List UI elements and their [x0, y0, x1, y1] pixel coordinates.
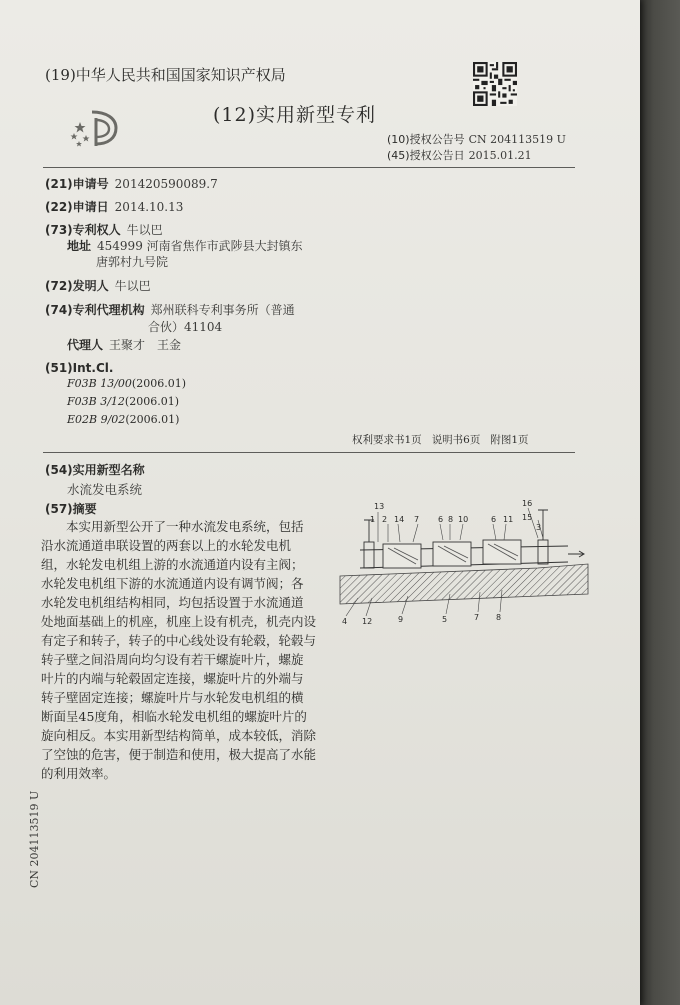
- patent-type-title: (12)实用新型专利: [213, 104, 377, 126]
- abstract-line: 旋向相反。本实用新型结构简单，成本较低，消除: [41, 728, 317, 743]
- address-label: 地址: [67, 239, 92, 253]
- ipc-version: (2006.01): [125, 413, 180, 426]
- publication-number-value: CN 204113519 U: [468, 133, 566, 146]
- ipc-item: [67, 395, 179, 408]
- ipc-version: (2006.01): [131, 377, 186, 390]
- agency-row: [45, 301, 295, 318]
- part-label: 1: [370, 515, 376, 524]
- abstract-line: 有定子和转子，转子的中心线处设有轮毂，轮毂与: [41, 633, 317, 648]
- backdrop: [636, 0, 680, 1005]
- part-label: 11: [503, 515, 514, 524]
- part-label: 13: [374, 502, 385, 511]
- publication-date-row: [387, 147, 532, 163]
- part-label: 10: [458, 515, 469, 524]
- top-part-labels: [370, 499, 541, 532]
- part-label: 8: [448, 515, 454, 524]
- ipc-code: F03B 3/12: [67, 395, 125, 408]
- abstract-label: (57)摘要: [45, 502, 97, 516]
- agency-value: 郑州联科专利事务所（普通: [150, 303, 295, 317]
- abstract-line: 组，水轮发电机组上游的水流通道内设有主阀；: [41, 557, 304, 572]
- utility-name-row: [45, 461, 145, 478]
- address-row: [67, 237, 303, 254]
- application-number-row: [45, 175, 218, 192]
- application-date-label: (22)申请日: [45, 200, 109, 214]
- abstract-line: 沿水流通道串联设置的两套以上的水轮发电机: [41, 538, 292, 553]
- part-label: 6: [491, 515, 497, 524]
- part-label: 7: [474, 613, 480, 622]
- generator-units: [383, 540, 521, 568]
- part-label: 12: [362, 617, 373, 626]
- part-label: 2: [382, 515, 388, 524]
- int-cl-row: [45, 361, 113, 375]
- agent-row: [67, 336, 181, 353]
- part-label: 9: [398, 615, 404, 624]
- patentee-row: [45, 221, 163, 238]
- application-date-value: 2014.10.13: [114, 200, 184, 214]
- abstract-line: 转子壁固定连接；螺旋叶片与水轮发电机组的横: [41, 690, 304, 705]
- publication-number-row: [387, 131, 566, 147]
- bottom-part-labels: [342, 613, 501, 626]
- part-label: 15: [522, 513, 533, 522]
- ground-hatch: [340, 564, 588, 604]
- cnipa-logo-icon: [66, 106, 126, 150]
- inventor-row: [45, 277, 151, 294]
- agency-continuation: 合伙）41104: [148, 320, 223, 334]
- inventor-value: 牛以巴: [114, 279, 151, 293]
- address-continuation: 唐郭村九号院: [96, 255, 169, 269]
- abstract-line: 本实用新型公开了一种水流发电系统，包括: [41, 519, 304, 534]
- ipc-version: (2006.01): [124, 395, 179, 408]
- abstract-heading-row: [45, 500, 97, 517]
- part-label: 14: [394, 515, 405, 524]
- ipc-item: [67, 377, 186, 390]
- publication-date-label: (45)授权公告日: [387, 149, 465, 162]
- part-label: 3: [536, 523, 542, 532]
- inventor-label: (72)发明人: [45, 279, 109, 293]
- part-label: 4: [342, 617, 348, 626]
- part-label: 16: [522, 499, 533, 508]
- description-pages: 说明书6页: [431, 434, 481, 446]
- application-number-value: 201420590089.7: [114, 177, 218, 191]
- utility-name-label: (54)实用新型名称: [45, 463, 145, 477]
- publication-date-value: 2015.01.21: [468, 149, 532, 162]
- agent-label: 代理人: [67, 338, 104, 352]
- side-publication-number: CN 204113519 U: [28, 790, 41, 888]
- drawing-pages: 附图1页: [490, 434, 529, 446]
- abstract-line: 处地面基础上的机座，机座上设有机壳，机壳内设: [41, 614, 317, 629]
- patentee-label: (73)专利权人: [45, 223, 121, 237]
- part-label: 5: [442, 615, 448, 624]
- abstract-line: 了空蚀的危害，便于制造和使用，极大提高了水能: [41, 747, 317, 762]
- part-label: 6: [438, 515, 444, 524]
- agency-label: (74)专利代理机构: [45, 303, 145, 317]
- page-counts: [352, 432, 539, 447]
- qr-code-icon: [473, 62, 517, 106]
- application-number-label: (21)申请号: [45, 177, 109, 191]
- address-value: 454999 河南省焦作市武陟县大封镇东: [97, 239, 303, 253]
- issuing-office: (19)中华人民共和国国家知识产权局: [45, 66, 286, 84]
- abstract-line: 的利用效率。: [41, 766, 117, 781]
- abstract-line: 水轮发电机组结构相同，均包括设置于水流通道: [41, 595, 304, 610]
- agent-value: 王聚才 王金: [109, 338, 182, 352]
- part-label: 8: [496, 613, 502, 622]
- ipc-code: E02B 9/02: [67, 413, 126, 426]
- header-divider: [43, 167, 575, 168]
- part-label: 7: [414, 515, 420, 524]
- abstract-line: 断面呈45度角，相临水轮发电机组的螺旋叶片的: [41, 709, 307, 724]
- utility-name-value: 水流发电系统: [67, 482, 143, 497]
- abstract-line: 水轮发电机组下游的水流通道内设有调节阀；各: [41, 576, 304, 591]
- section-divider: [43, 452, 575, 453]
- claims-pages: 权利要求书1页: [352, 434, 422, 446]
- application-date-row: [45, 198, 183, 215]
- publication-number-label: (10)授权公告号: [387, 133, 465, 146]
- int-cl-label: (51)Int.Cl.: [45, 361, 114, 375]
- abstract-drawing: [338, 498, 590, 628]
- ipc-item: [67, 413, 179, 426]
- abstract-line: 转子壁之间沿周向均匀设有若干螺旋叶片，螺旋: [41, 652, 304, 667]
- patentee-value: 牛以巴: [126, 223, 163, 237]
- abstract-line: 叶片的内端与轮毂固定连接，螺旋叶片的外端与: [41, 671, 304, 686]
- ipc-code: F03B 13/00: [67, 377, 132, 390]
